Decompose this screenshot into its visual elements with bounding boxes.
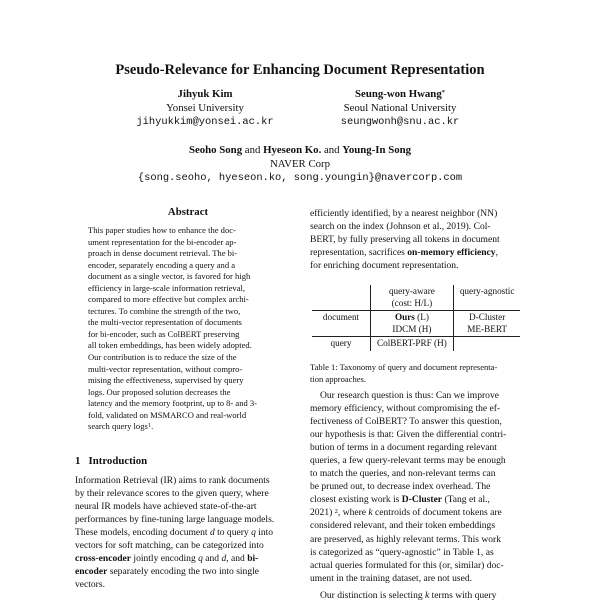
table-cell: ColBERT-PRF (H) <box>371 337 454 351</box>
math-var: d <box>221 553 227 565</box>
intro-line <box>75 526 297 539</box>
text-line <box>310 506 532 519</box>
text-line: be pruned out, to decrease index overhead. The <box>310 481 491 493</box>
text: jointly encoding <box>131 553 199 565</box>
right-column-body <box>310 389 532 602</box>
section-number: 1 <box>75 455 81 467</box>
table-row-header: query <box>312 337 371 351</box>
text-line <box>310 493 532 506</box>
cell-line: IDCM (H) <box>392 323 432 334</box>
text: centroids of document tokens are <box>372 507 502 519</box>
footnote-mark: 1 <box>147 422 152 430</box>
text-line: to match the queries, and non-relevant terms can <box>310 468 496 480</box>
author-name <box>315 87 485 101</box>
intro-line: by their relevance scores to the given query, where <box>75 488 269 500</box>
abstract-body <box>88 225 284 433</box>
table-header-row <box>312 285 520 311</box>
header-text: query-aware <box>388 286 435 296</box>
taxonomy-table-wrap <box>312 285 520 351</box>
math-var: k <box>368 507 373 519</box>
text: into <box>255 527 274 539</box>
and-text: and <box>244 144 261 156</box>
abstract-line: This paper studies how to enhance the doc- <box>88 225 236 235</box>
text-line: considered relevant, and their token embeddings <box>310 520 496 532</box>
bold-term: on-memory efficiency <box>407 247 496 259</box>
abstract-text: search query logs <box>88 421 148 432</box>
text: (Tang et al., <box>442 494 490 506</box>
abstract-line: multi-vector representation, without compro- <box>88 363 243 374</box>
table-header-cell: query-agnostic <box>459 286 515 296</box>
text: , where <box>337 507 369 519</box>
text-line: search on the index (Johnson et al., 2019). Col- <box>310 221 491 233</box>
text: closest existing work is <box>310 494 402 506</box>
intro-line <box>75 552 297 565</box>
table-caption <box>310 362 532 385</box>
corresponding-mark: * <box>441 89 445 96</box>
text: representation, sacrifices <box>310 247 408 259</box>
abstract-line: latency and the memory footprint, up to 8- and 3- <box>88 398 257 409</box>
abstract-heading: Abstract <box>167 206 209 218</box>
text-line <box>310 246 532 259</box>
section-heading-introduction <box>75 455 147 467</box>
abstract-line: logs. Our proposed solution decreases the <box>88 386 231 397</box>
text: Our distinction is selecting <box>320 589 426 601</box>
section-title: Introduction <box>88 455 148 467</box>
abstract-line: the multi-vector representation of documents <box>88 317 242 328</box>
author-name: Jihyuk Kim <box>177 88 233 100</box>
intro-line: Information Retrieval (IR) aims to rank documents <box>75 475 270 486</box>
abstract-line: proach in dense document retrieval. The bi- <box>88 248 238 259</box>
abstract-line: Our contribution is to reduce the size of the <box>88 352 237 363</box>
abstract-line-last <box>88 421 284 433</box>
abstract-end: . <box>151 421 154 432</box>
intro-body <box>75 474 297 591</box>
intro-line <box>75 565 297 578</box>
caption-line: tion approaches. <box>310 373 367 384</box>
intro-line: vectors for soft matching, can be categorized into <box>75 540 264 552</box>
author-name: Hyeseon Ko. <box>263 144 322 156</box>
author-affiliation: NAVER Corp <box>269 158 331 170</box>
table-cell <box>371 311 454 337</box>
text: (L) <box>414 312 429 323</box>
author-block-1 <box>130 87 280 129</box>
abstract-line: mising the effectiveness, supervised by query <box>88 375 244 386</box>
table-header-cell <box>371 285 454 311</box>
and-text: and <box>323 144 340 156</box>
bold-term: cross-encoder <box>75 553 132 565</box>
table-cell <box>453 311 520 337</box>
text-line: fectiveness of ColBERT? To answer this question, <box>310 416 502 428</box>
abstract-line: document as a single vector, is favored for high <box>88 271 251 282</box>
cell-line: ME-BERT <box>467 323 508 334</box>
author-name: Seoho Song <box>188 144 243 156</box>
author-affiliation: Seoul National University <box>343 102 457 114</box>
paper-title: Pseudo-Relevance for Enhancing Document Representation <box>115 62 485 78</box>
text: terms with query <box>429 589 497 601</box>
author-email: jihyukkim@yonsei.ac.kr <box>136 116 274 128</box>
text: These models, encoding document <box>75 527 210 539</box>
text-line: BERT, by fully preserving all tokens in document <box>310 234 500 246</box>
author-affiliation: Yonsei University <box>166 102 244 114</box>
math-var: k <box>425 589 430 601</box>
cell-line <box>377 312 447 324</box>
abstract-line: encoder, separately encoding a query and a <box>88 259 236 270</box>
text: , and <box>226 553 248 565</box>
right-column-top <box>310 207 532 272</box>
text-line: actual queries formulated for this (or, similar) doc- <box>310 559 504 571</box>
footnote-mark: 2 <box>334 508 338 516</box>
text: and <box>202 553 222 565</box>
text-line: efficiently identified, by a nearest neighbor (NN) <box>310 208 498 219</box>
intro-line: performances by fine-tuning large language models. <box>75 514 275 526</box>
table-corner <box>312 285 371 311</box>
table-row-header: document <box>312 311 371 337</box>
table-cell <box>453 337 520 351</box>
text: , <box>495 247 498 259</box>
author-names-line <box>0 143 600 157</box>
abstract-line: ument representation for the bi-encoder ap- <box>88 236 237 247</box>
math-var: q <box>198 553 203 565</box>
intro-line: neural IR models have achieved state-of-the-art <box>75 501 257 513</box>
table-row <box>312 311 520 337</box>
bold-term: Ours <box>394 312 415 323</box>
author-name: Young-In Song <box>342 144 411 156</box>
text-line: bution of terms in a document regarding relevant <box>310 442 497 454</box>
math-var: d <box>209 527 215 539</box>
abstract-line: tectures. To combine the strength of the two, <box>88 305 241 316</box>
bold-term: D-Cluster <box>401 494 443 506</box>
caption-line: Table 1: Taxonomy of query and document representa- <box>310 362 498 372</box>
taxonomy-table <box>312 285 520 351</box>
abstract-line: for bi-encoder, such as ColBERT preserving <box>88 328 240 339</box>
author-name-text: Seung-won Hwang <box>355 88 442 100</box>
text-line: is categorized as “query-agnostic” in Table 1, as <box>310 546 494 558</box>
text-line: for enriching document representation. <box>310 260 459 272</box>
cell-line: D-Cluster <box>469 312 506 323</box>
author-email: seungwonh@snu.ac.kr <box>340 116 460 128</box>
text-line: our hypothesis is that: Given the differential contri- <box>310 429 507 441</box>
intro-line: vectors. <box>75 579 105 591</box>
math-var: q <box>251 527 256 539</box>
text-line: queries, a few query-relevant terms may be enough <box>310 455 506 467</box>
text-line: memory efficiency, without compromising the ef- <box>310 403 501 415</box>
text: separately encoding the two into single <box>107 566 259 578</box>
bold-term: bi- <box>247 553 259 565</box>
author-block-3 <box>0 143 600 185</box>
header-subtext: (cost: H/L) <box>391 297 433 308</box>
abstract-line: efficiency in large-scale information retrieval, <box>88 282 246 293</box>
text-line: Our research question is thus: Can we improve <box>320 390 499 401</box>
text: to query <box>214 527 252 539</box>
text-line: ument in the training dataset, are not used. <box>310 572 472 584</box>
author-block-2 <box>315 87 485 129</box>
abstract-line: fold, validated on MSMARCO and real-world <box>88 409 247 420</box>
author-email: {song.seoho, hyeseon.ko, song.youngin}@navercorp.com <box>137 172 463 184</box>
text-line: are preserved, as highly relevant terms. This work <box>310 533 501 545</box>
table-row <box>312 337 520 351</box>
bold-term: encoder <box>75 566 108 578</box>
abstract-line: compared to more effective but complex archi- <box>88 294 249 305</box>
abstract-line: all token embeddings, has been widely adopted. <box>88 340 252 351</box>
text: 2021) <box>310 507 335 519</box>
